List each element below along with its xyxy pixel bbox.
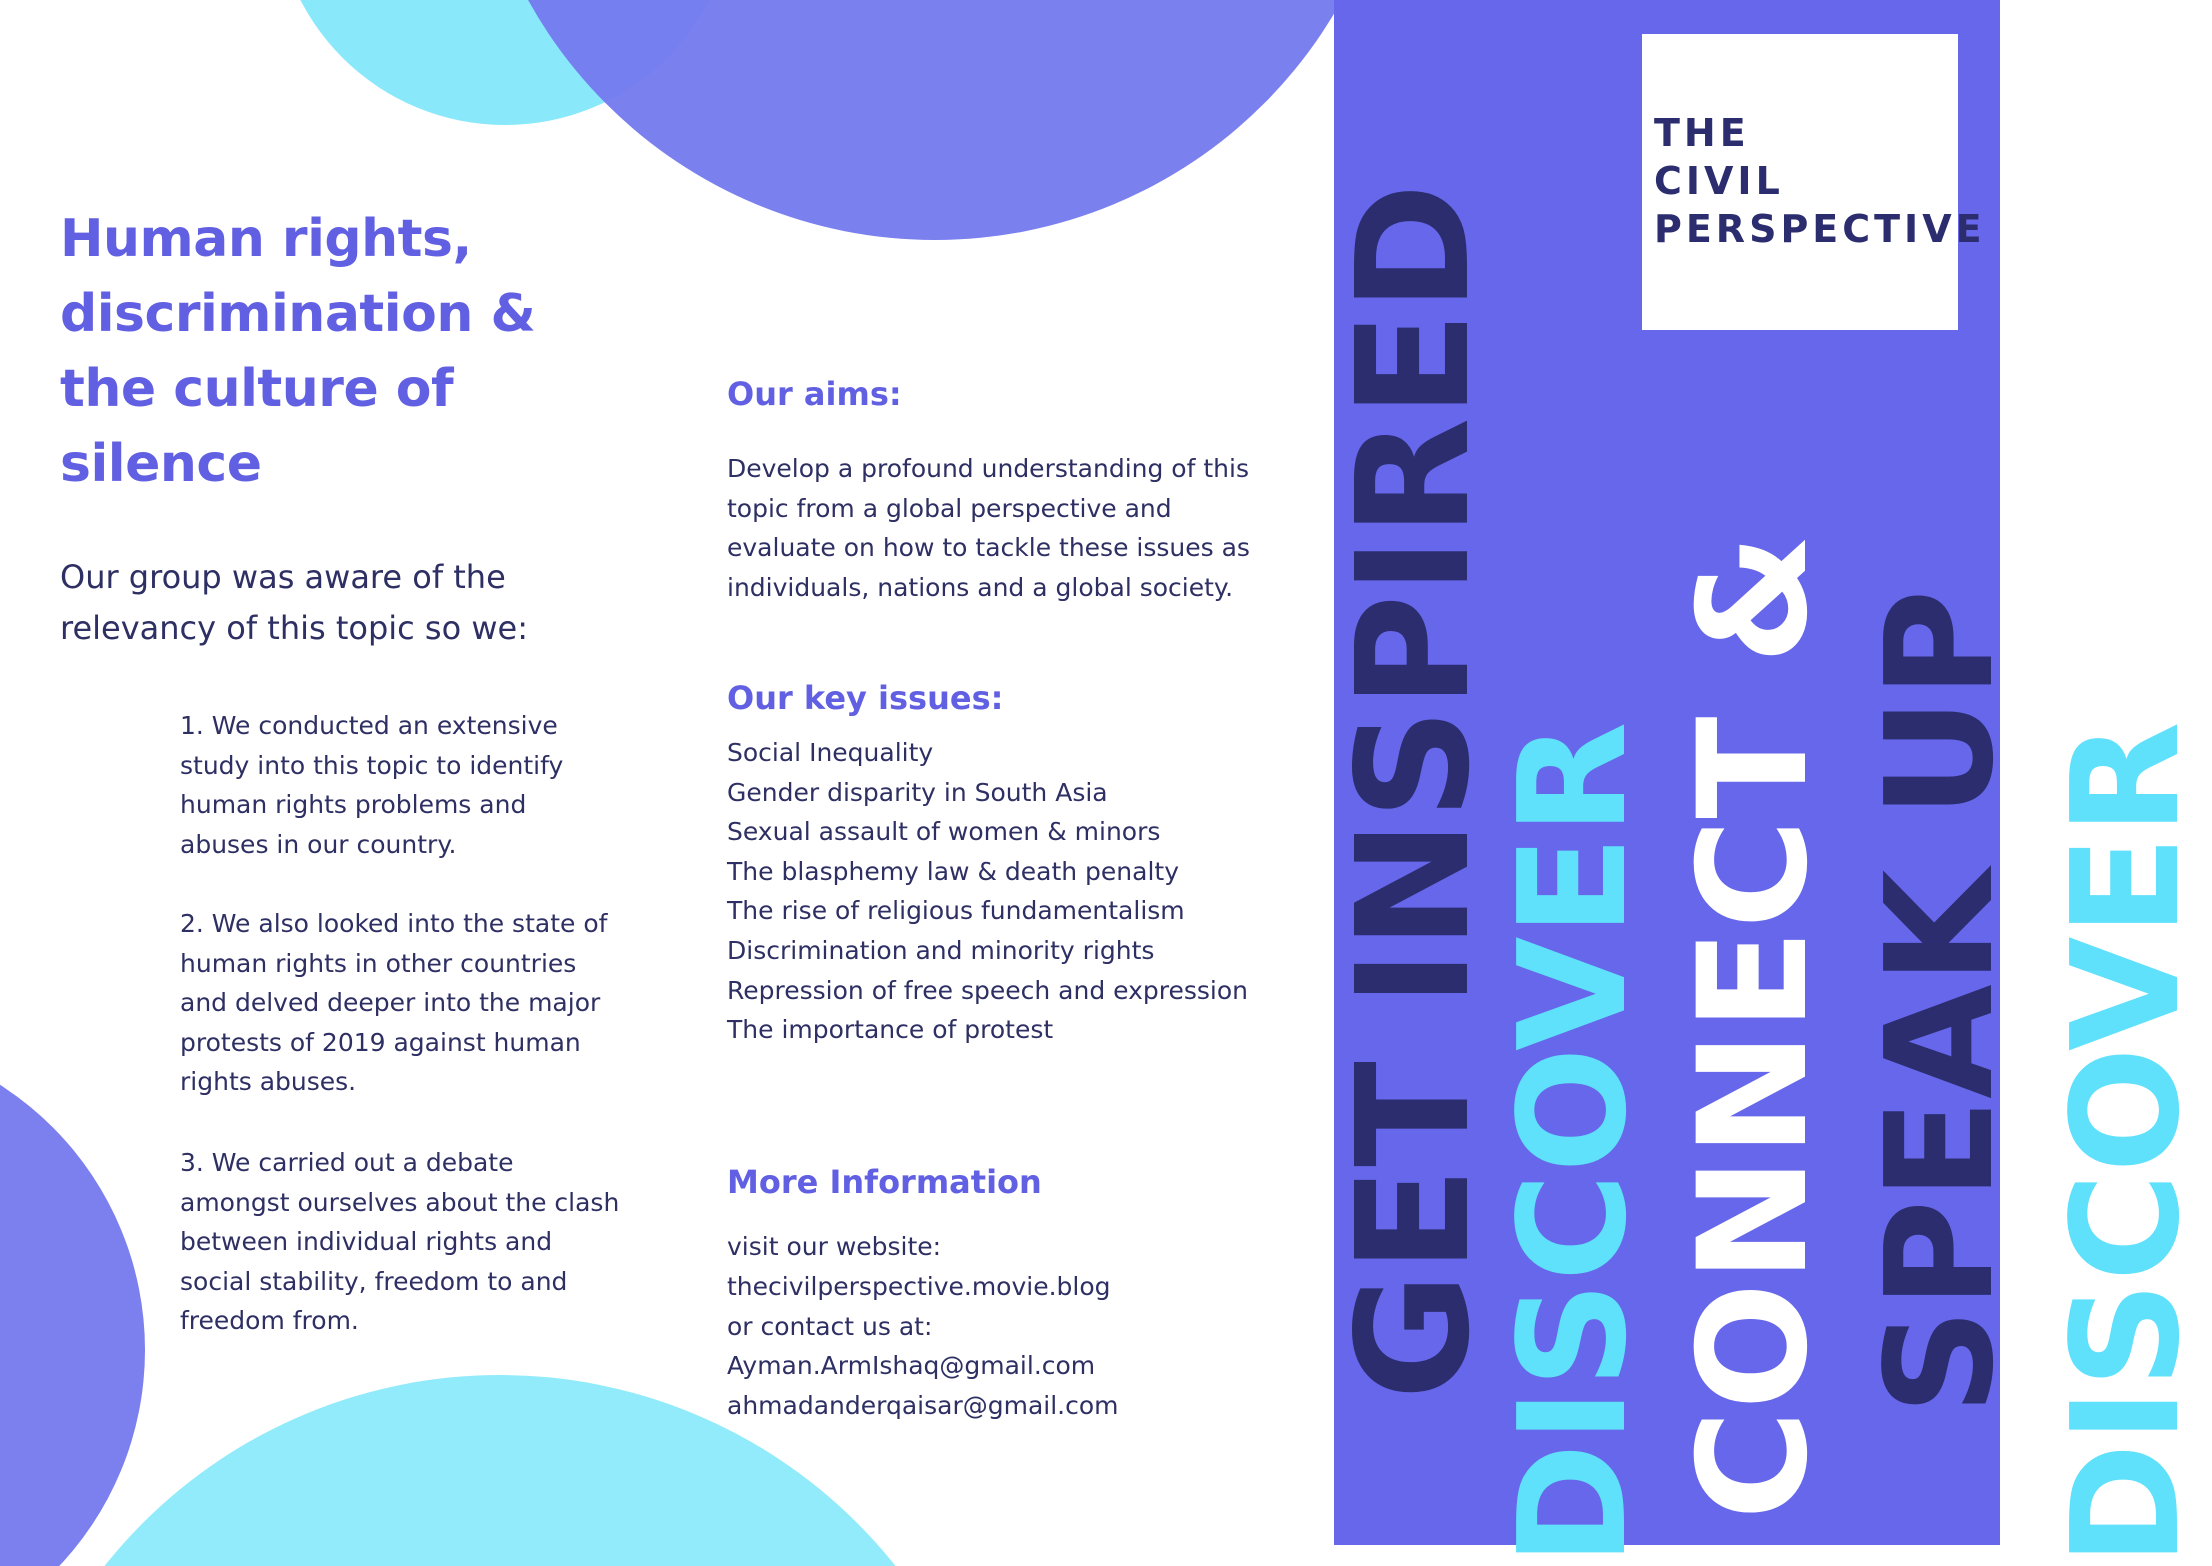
more-info-section	[727, 1163, 1042, 1201]
step-line: amongst ourselves about the clash	[180, 1187, 620, 1217]
key-issues-heading: Our key issues:	[727, 679, 1004, 717]
aims-body	[727, 449, 1250, 607]
key-issues-body	[727, 733, 1248, 1050]
step-line: social stability, freedom to and	[180, 1266, 568, 1296]
list-item: Repression of free speech and expression	[727, 975, 1248, 1005]
list-item: The importance of protest	[727, 1015, 1054, 1045]
intro-line: Our group was aware of the	[60, 558, 506, 596]
title-line: the culture of	[60, 359, 454, 419]
logo-line-civil: CIVIL	[1654, 159, 1784, 203]
logo-line-perspective: PERSPECTIVE	[1654, 207, 1986, 251]
aims-heading: Our aims:	[727, 375, 902, 413]
cover-word-speak-up: SPEAK UP	[1854, 589, 2026, 1415]
aims-line: evaluate on how to tackle these issues as	[727, 533, 1250, 562]
list-item: Sexual assault of women & minors	[727, 817, 1161, 847]
cover-word-discover: DISCOVER	[1487, 721, 1659, 1566]
page-title	[60, 202, 535, 502]
step-line: freedom from.	[180, 1306, 359, 1335]
step-line: between individual rights and	[180, 1227, 553, 1256]
aims-section	[727, 375, 902, 413]
aims-line: Develop a profound understanding of this	[727, 454, 1249, 483]
logo	[1642, 34, 1986, 330]
step-line: 1. We conducted an extensive	[180, 711, 558, 740]
more-info-body	[727, 1227, 1119, 1426]
email-link-1[interactable]: Ayman.ArmIshaq@gmail.com	[727, 1351, 1096, 1381]
title-line: discrimination &	[60, 284, 536, 344]
list-item: Gender disparity in South Asia	[727, 777, 1108, 807]
step-line: protests of 2019 against human	[180, 1027, 581, 1057]
logo-line-the: THE	[1654, 111, 1750, 155]
step-line: 3. We carried out a debate	[180, 1148, 514, 1177]
step-1	[180, 706, 563, 864]
intro-line: relevancy of this topic so we:	[60, 609, 528, 647]
cover-word-connect: CONNECT &	[1667, 533, 1841, 1520]
step-line: and delved deeper into the major	[180, 988, 601, 1017]
more-info-heading: More Information	[727, 1163, 1042, 1201]
step-line: abuses in our country.	[180, 829, 457, 859]
list-item: The rise of religious fundamentalism	[727, 896, 1185, 926]
list-item: Social Inequality	[727, 738, 934, 767]
website-link[interactable]: thecivilperspective.movie.blog	[727, 1271, 1111, 1301]
intro-text	[60, 552, 528, 654]
list-item: The blasphemy law & death penalty	[727, 856, 1180, 886]
aims-text	[727, 449, 1250, 607]
email-link-2[interactable]: ahmadanderqaisar@gmail.com	[727, 1391, 1119, 1421]
step-3	[180, 1143, 619, 1341]
title-line: silence	[60, 434, 262, 494]
step-line: human rights in other countries	[180, 948, 577, 978]
bottom-purple-circle	[0, 1035, 145, 1566]
cover-word-discover-repeat: DISCOVER	[2040, 721, 2212, 1566]
step-line: human rights problems and	[180, 790, 527, 819]
step-line: rights abuses.	[180, 1067, 357, 1096]
contact-label: or contact us at:	[727, 1311, 933, 1341]
top-purple-circle	[470, 0, 1400, 240]
step-2	[180, 904, 607, 1102]
key-issues-section	[727, 679, 1004, 717]
website-label: visit our website:	[727, 1232, 942, 1261]
cover-word-get-inspired: GET INSPIRED	[1323, 183, 1504, 1400]
title-line: Human rights,	[60, 209, 472, 269]
aims-line: individuals, nations and a global society.	[727, 572, 1234, 602]
list-item: Discrimination and minority rights	[727, 935, 1155, 965]
step-line: 2. We also looked into the state of	[180, 909, 608, 938]
aims-line: topic from a global perspective and	[727, 493, 1172, 523]
step-line: study into this topic to identify	[180, 750, 564, 780]
key-issues-list	[727, 733, 1248, 1050]
